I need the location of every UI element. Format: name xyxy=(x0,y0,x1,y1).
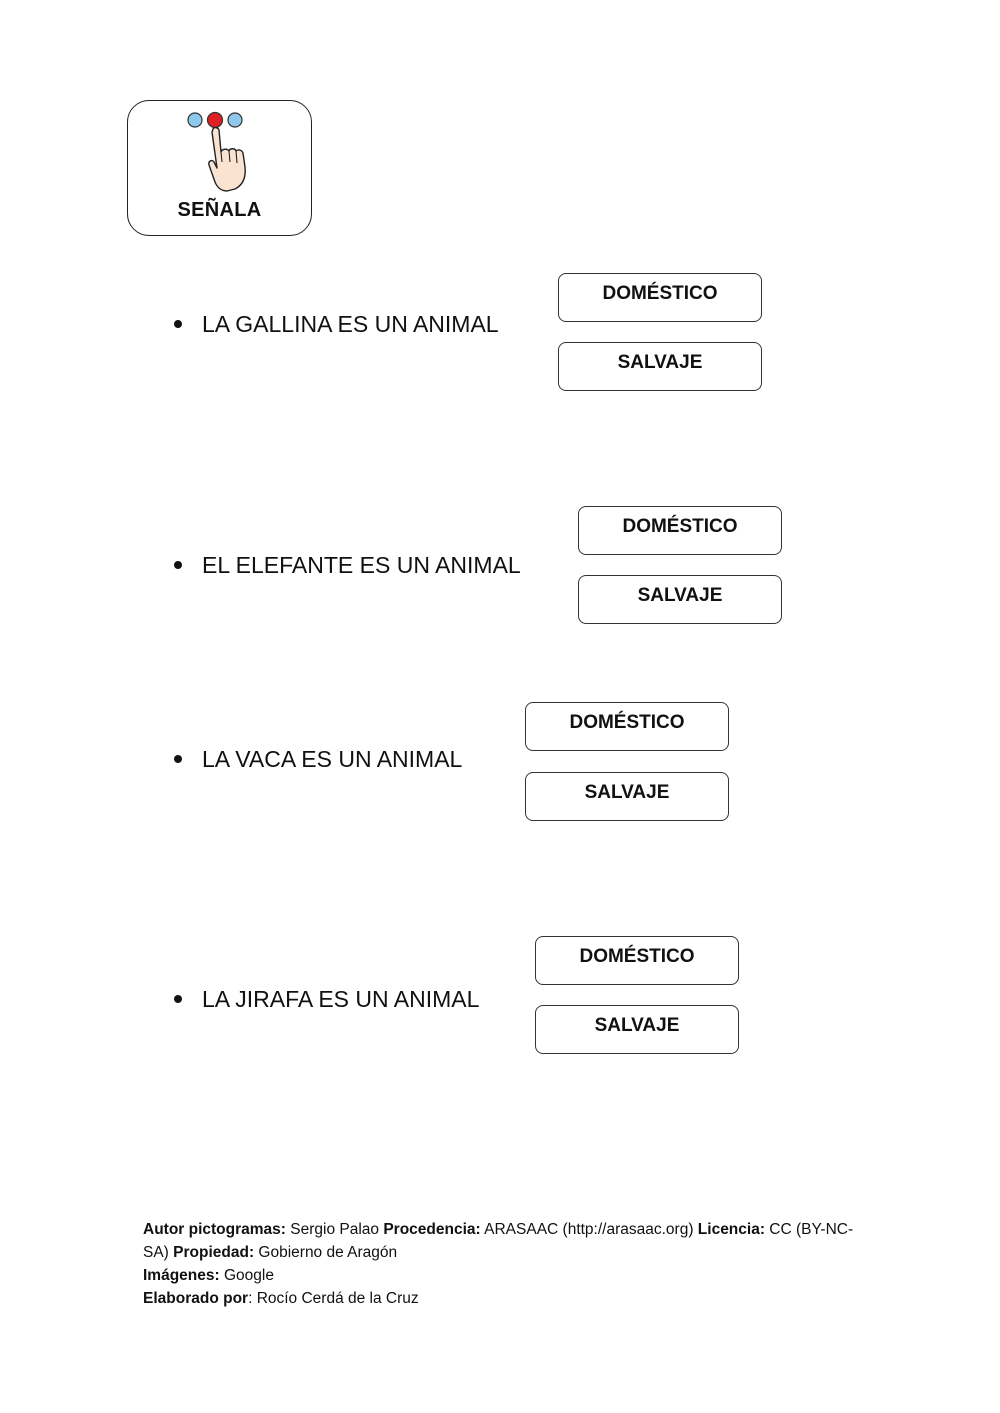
question-text xyxy=(174,552,521,579)
option-salvaje[interactable]: SALVAJE xyxy=(558,342,762,391)
question-label: LA JIRAFA ES UN ANIMAL xyxy=(202,986,480,1012)
dot-right xyxy=(228,113,242,127)
bullet-icon xyxy=(174,320,182,328)
bullet-icon xyxy=(174,995,182,1003)
autor-value: Sergio Palao xyxy=(285,1221,384,1238)
option-domestico[interactable]: DOMÉSTICO xyxy=(525,702,729,751)
option-domestico[interactable]: DOMÉSTICO xyxy=(535,936,739,985)
question-label: LA GALLINA ES UN ANIMAL xyxy=(202,311,499,337)
dot-center xyxy=(208,113,223,128)
question-text xyxy=(174,986,479,1013)
credits-line-imagenes xyxy=(143,1264,863,1287)
option-domestico[interactable]: DOMÉSTICO xyxy=(578,506,782,555)
option-domestico[interactable]: DOMÉSTICO xyxy=(558,273,762,322)
credits-line-1 xyxy=(143,1218,863,1264)
option-salvaje[interactable]: SALVAJE xyxy=(535,1005,739,1054)
question-text xyxy=(174,746,462,773)
licencia-value: CC (BY-NC-SA) xyxy=(143,1221,854,1261)
option-salvaje[interactable]: SALVAJE xyxy=(578,575,782,624)
licencia-label: Licencia: xyxy=(697,1221,765,1238)
pointing-hand-icon xyxy=(183,107,259,199)
question-label: EL ELEFANTE ES UN ANIMAL xyxy=(202,552,521,578)
credits-line-elaborado xyxy=(143,1287,863,1310)
instruction-label: SEÑALA xyxy=(177,199,262,221)
elaborado-label: Elaborado por xyxy=(143,1290,249,1307)
dot-left xyxy=(188,113,202,127)
question-text xyxy=(174,311,499,338)
bullet-icon xyxy=(174,755,182,763)
bullet-icon xyxy=(174,561,182,569)
propiedad-value: Gobierno de Aragón xyxy=(254,1244,398,1261)
instruction-card xyxy=(127,100,312,236)
procedencia-label: Procedencia: xyxy=(383,1221,481,1238)
imagenes-value: Google xyxy=(219,1267,274,1284)
question-label: LA VACA ES UN ANIMAL xyxy=(202,746,463,772)
credits xyxy=(143,1218,863,1310)
propiedad-label: Propiedad: xyxy=(173,1244,255,1261)
elaborado-value: : Rocío Cerdá de la Cruz xyxy=(248,1290,419,1307)
option-salvaje[interactable]: SALVAJE xyxy=(525,772,729,821)
autor-label: Autor pictogramas: xyxy=(143,1221,286,1238)
imagenes-label: Imágenes: xyxy=(143,1267,220,1284)
procedencia-value: ARASAAC (http://arasaac.org) xyxy=(480,1221,698,1238)
